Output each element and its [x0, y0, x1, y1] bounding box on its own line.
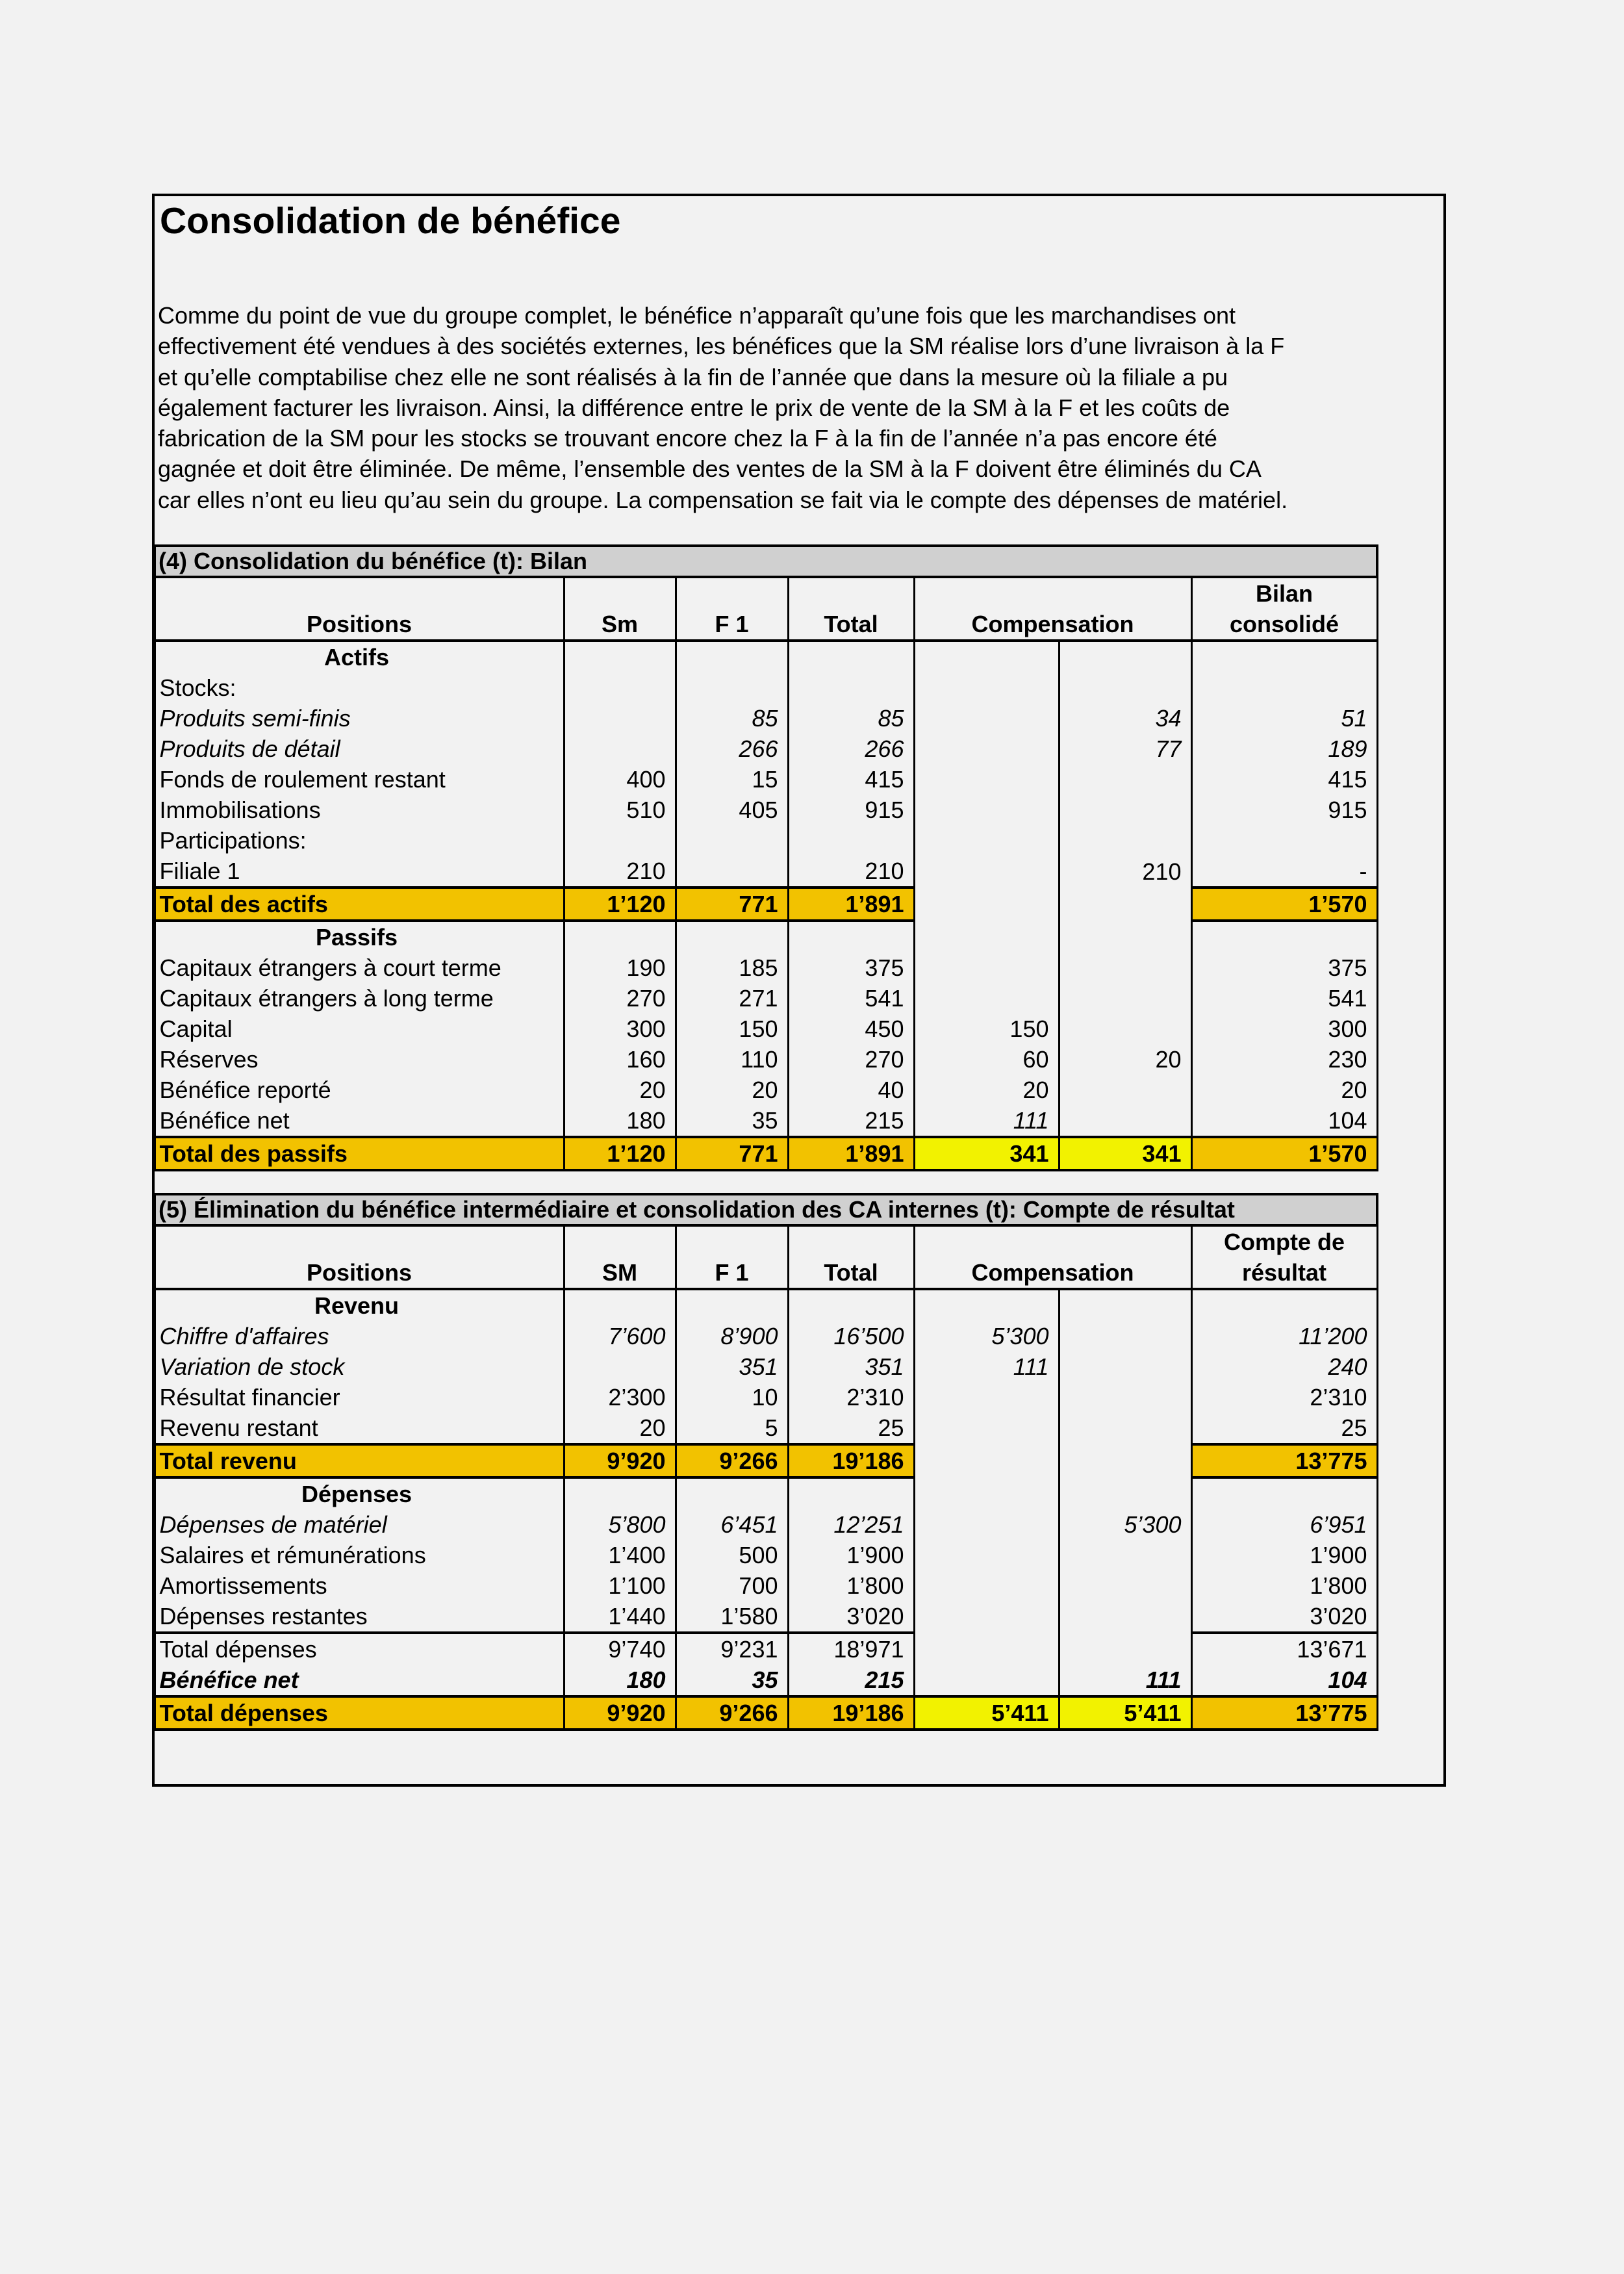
table-row	[155, 983, 1377, 1014]
cell-result: 230	[1191, 1044, 1377, 1075]
cell-compensation-debit	[914, 672, 1059, 703]
table-row	[155, 1509, 1377, 1540]
subtotal-sm: 9’740	[564, 1633, 676, 1665]
cell-sm: 180	[564, 1105, 676, 1137]
col-header-positions: Positions	[155, 1225, 564, 1289]
row-label: Réserves	[155, 1044, 564, 1075]
row-label: Bénéfice reporté	[155, 1075, 564, 1105]
cell-compensation-credit	[1059, 795, 1191, 825]
cell-result	[1191, 672, 1377, 703]
cell-total: 2’310	[788, 1382, 914, 1412]
cell-f1: 85	[676, 703, 788, 734]
total-row-depenses	[155, 1696, 1377, 1730]
row-label: Filiale 1	[155, 856, 564, 888]
group-row-depenses	[155, 1477, 1377, 1509]
cell-result: 189	[1191, 734, 1377, 764]
cell-compensation-debit	[914, 764, 1059, 795]
row-label: Participations:	[155, 825, 564, 856]
total-sm: 1’120	[564, 1137, 676, 1170]
group-row-revenu	[155, 1289, 1377, 1321]
total-f1: 9’266	[676, 1696, 788, 1730]
cell-compensation-credit: 34	[1059, 703, 1191, 734]
row-label: Dépenses restantes	[155, 1601, 564, 1633]
cell-compensation-debit: 20	[914, 1075, 1059, 1105]
cell-sm: 400	[564, 764, 676, 795]
col-header-total: Total	[788, 1225, 914, 1289]
cell-total: 450	[788, 1014, 914, 1044]
intro-line: effectivement été vendues à des sociétés externes, les bénéfices que la SM réalise lors d’une livraison à la F	[158, 333, 1285, 360]
subtotal-row-depenses	[155, 1633, 1377, 1665]
total-compensation-credit: 341	[1059, 1137, 1191, 1170]
cell-sm: 160	[564, 1044, 676, 1075]
cell-compensation-credit	[1059, 1540, 1191, 1570]
cell-compensation-debit	[914, 825, 1059, 856]
row-label: Stocks:	[155, 672, 564, 703]
page-title: Consolidation de bénéfice	[160, 200, 621, 242]
cell-f1: 271	[676, 983, 788, 1014]
table-row	[155, 1075, 1377, 1105]
section-title: (5) Élimination du bénéfice intermédiaire et consolidation des CA internes (t): Compte de résultat	[155, 1194, 1377, 1225]
intro-line: car elles n’ont eu lieu qu’au sein du groupe. La compensation se fait via le compte des dépenses de matériel.	[158, 486, 1288, 513]
cell-sm	[564, 825, 676, 856]
cell-compensation-debit: 111	[914, 1351, 1059, 1382]
cell-f1: 185	[676, 952, 788, 983]
intro-line: également facturer les livraison. Ainsi, la différence entre le prix de vente de la SM à la F et les coûts de	[158, 394, 1230, 421]
table-row	[155, 1321, 1377, 1351]
table-row	[155, 825, 1377, 856]
cell-sm: 2’300	[564, 1382, 676, 1412]
group-label: Actifs	[155, 641, 564, 672]
row-label: Capitaux étrangers à court terme	[155, 952, 564, 983]
cell-total: 25	[788, 1412, 914, 1444]
cell-total: 215	[788, 1665, 914, 1696]
group-row-passifs	[155, 921, 1377, 952]
cell-compensation-credit	[1059, 1105, 1191, 1137]
col-header-result	[1191, 577, 1377, 641]
table-row	[155, 734, 1377, 764]
resultat-table	[153, 1193, 1378, 1731]
cell-compensation-debit	[914, 1570, 1059, 1601]
cell-compensation-debit	[914, 1509, 1059, 1540]
cell-compensation-debit	[914, 795, 1059, 825]
table-row	[155, 672, 1377, 703]
cell-result: 300	[1191, 1014, 1377, 1044]
cell-result: 104	[1191, 1105, 1377, 1137]
cell-compensation-credit	[1059, 1412, 1191, 1444]
cell-f1	[676, 672, 788, 703]
table-row	[155, 952, 1377, 983]
cell-compensation-debit	[914, 1382, 1059, 1412]
col-header-result-line2: résultat	[1241, 1259, 1327, 1286]
total-sm: 9’920	[564, 1696, 676, 1730]
table-row	[155, 1570, 1377, 1601]
cell-compensation-credit	[1059, 1382, 1191, 1412]
cell-total: 266	[788, 734, 914, 764]
cell-result: 11’200	[1191, 1321, 1377, 1351]
cell-sm: 190	[564, 952, 676, 983]
cell-f1: 20	[676, 1075, 788, 1105]
row-label: Produits de détail	[155, 734, 564, 764]
col-header-result-line2: consolidé	[1229, 611, 1339, 637]
total-compensation-debit: 341	[914, 1137, 1059, 1170]
cell-compensation-debit	[914, 703, 1059, 734]
cell-compensation-debit	[914, 983, 1059, 1014]
row-label: Variation de stock	[155, 1351, 564, 1382]
column-header-row	[155, 577, 1377, 641]
cell-result: 104	[1191, 1665, 1377, 1696]
row-label: Immobilisations	[155, 795, 564, 825]
col-header-f1: F 1	[676, 1225, 788, 1289]
cell-compensation-debit	[914, 1412, 1059, 1444]
cell-f1: 5	[676, 1412, 788, 1444]
cell-compensation-credit: 210	[1059, 856, 1191, 888]
cell-sm: 1’400	[564, 1540, 676, 1570]
cell-result: 2’310	[1191, 1382, 1377, 1412]
row-label: Fonds de roulement restant	[155, 764, 564, 795]
cell-f1: 10	[676, 1382, 788, 1412]
cell-compensation-credit	[1059, 1601, 1191, 1633]
group-row-actifs	[155, 641, 1377, 672]
cell-compensation-credit: 20	[1059, 1044, 1191, 1075]
section-header	[155, 1194, 1377, 1225]
table-row	[155, 1044, 1377, 1075]
cell-compensation-debit: 111	[914, 1105, 1059, 1137]
table-row	[155, 795, 1377, 825]
cell-total: 915	[788, 795, 914, 825]
total-total: 1’891	[788, 888, 914, 921]
cell-total: 215	[788, 1105, 914, 1137]
cell-sm: 300	[564, 1014, 676, 1044]
total-f1: 9’266	[676, 1444, 788, 1477]
subtotal-compensation-credit	[1059, 1633, 1191, 1665]
cell-compensation-credit: 77	[1059, 734, 1191, 764]
cell-total: 1’900	[788, 1540, 914, 1570]
column-header-row	[155, 1225, 1377, 1289]
cell-sm: 510	[564, 795, 676, 825]
row-label: Salaires et rémunérations	[155, 1540, 564, 1570]
cell-result: 415	[1191, 764, 1377, 795]
row-label: Produits semi-finis	[155, 703, 564, 734]
col-header-f1: F 1	[676, 577, 788, 641]
cell-result: 375	[1191, 952, 1377, 983]
cell-sm: 210	[564, 856, 676, 888]
revenu-rows	[155, 1321, 1377, 1444]
total-row-revenu	[155, 1444, 1377, 1477]
cell-result: 20	[1191, 1075, 1377, 1105]
actifs-rows	[155, 672, 1377, 888]
total-sm: 9’920	[564, 1444, 676, 1477]
col-header-total: Total	[788, 577, 914, 641]
cell-f1: 266	[676, 734, 788, 764]
intro-paragraph	[158, 300, 1392, 515]
cell-f1: 1’580	[676, 1601, 788, 1633]
table-row	[155, 1412, 1377, 1444]
cell-f1: 700	[676, 1570, 788, 1601]
cell-result: -	[1191, 856, 1377, 888]
cell-total: 415	[788, 764, 914, 795]
cell-f1: 351	[676, 1351, 788, 1382]
col-header-sm: Sm	[564, 577, 676, 641]
total-result: 1’570	[1191, 888, 1377, 921]
cell-total: 210	[788, 856, 914, 888]
cell-compensation-credit	[1059, 952, 1191, 983]
cell-f1	[676, 825, 788, 856]
cell-compensation-credit	[1059, 672, 1191, 703]
cell-total: 16’500	[788, 1321, 914, 1351]
total-total: 19’186	[788, 1444, 914, 1477]
cell-result: 25	[1191, 1412, 1377, 1444]
total-label: Total des passifs	[155, 1137, 564, 1170]
table-row	[155, 703, 1377, 734]
table-row	[155, 1382, 1377, 1412]
cell-sm: 1’440	[564, 1601, 676, 1633]
col-header-compensation: Compensation	[914, 577, 1191, 641]
cell-result	[1191, 825, 1377, 856]
cell-f1: 110	[676, 1044, 788, 1075]
row-label: Revenu restant	[155, 1412, 564, 1444]
cell-sm: 180	[564, 1665, 676, 1696]
section-header	[155, 546, 1377, 577]
cell-compensation-credit	[1059, 764, 1191, 795]
cell-f1: 6’451	[676, 1509, 788, 1540]
table-row	[155, 1105, 1377, 1137]
total-f1: 771	[676, 888, 788, 921]
cell-sm: 20	[564, 1075, 676, 1105]
cell-f1: 8’900	[676, 1321, 788, 1351]
total-total: 19’186	[788, 1696, 914, 1730]
row-label: Chiffre d'affaires	[155, 1321, 564, 1351]
cell-compensation-credit	[1059, 983, 1191, 1014]
group-label: Passifs	[155, 921, 564, 952]
cell-f1	[676, 856, 788, 888]
cell-compensation-credit	[1059, 1075, 1191, 1105]
total-f1: 771	[676, 1137, 788, 1170]
cell-f1: 405	[676, 795, 788, 825]
total-result: 1’570	[1191, 1137, 1377, 1170]
table-row	[155, 1540, 1377, 1570]
cell-compensation-debit: 60	[914, 1044, 1059, 1075]
cell-compensation-credit	[1059, 1570, 1191, 1601]
cell-compensation-debit: 5’300	[914, 1321, 1059, 1351]
cell-compensation-debit	[914, 734, 1059, 764]
cell-result: 1’900	[1191, 1540, 1377, 1570]
row-label: Résultat financier	[155, 1382, 564, 1412]
cell-total: 541	[788, 983, 914, 1014]
intro-line: et qu’elle comptabilise chez elle ne sont réalisés à la fin de l’année que dans la mesure où la filiale a pu	[158, 363, 1228, 390]
cell-result: 6’951	[1191, 1509, 1377, 1540]
group-label: Revenu	[155, 1289, 564, 1321]
cell-total: 40	[788, 1075, 914, 1105]
subtotal-f1: 9’231	[676, 1633, 788, 1665]
cell-total	[788, 825, 914, 856]
intro-line: Comme du point de vue du groupe complet, le bénéfice n’apparaît qu’une fois que les marchandises ont	[158, 302, 1236, 329]
cell-sm: 1’100	[564, 1570, 676, 1601]
cell-compensation-credit: 111	[1059, 1665, 1191, 1696]
cell-total	[788, 672, 914, 703]
col-header-result-line1: Bilan	[1255, 580, 1313, 607]
cell-result: 541	[1191, 983, 1377, 1014]
cell-sm: 5’800	[564, 1509, 676, 1540]
cell-compensation-credit	[1059, 825, 1191, 856]
cell-f1: 500	[676, 1540, 788, 1570]
cell-total: 85	[788, 703, 914, 734]
subtotal-result: 13’671	[1191, 1633, 1377, 1665]
cell-sm: 270	[564, 983, 676, 1014]
total-label: Total des actifs	[155, 888, 564, 921]
cell-compensation-credit	[1059, 1351, 1191, 1382]
cell-result: 915	[1191, 795, 1377, 825]
cell-sm: 7’600	[564, 1321, 676, 1351]
cell-f1: 15	[676, 764, 788, 795]
row-label: Capitaux étrangers à long terme	[155, 983, 564, 1014]
cell-result: 240	[1191, 1351, 1377, 1382]
total-row-passifs	[155, 1137, 1377, 1170]
cell-compensation-debit	[914, 1665, 1059, 1696]
passifs-rows	[155, 952, 1377, 1137]
total-label: Total revenu	[155, 1444, 564, 1477]
cell-total: 351	[788, 1351, 914, 1382]
cell-compensation-credit	[1059, 1321, 1191, 1351]
cell-total: 12’251	[788, 1509, 914, 1540]
total-result: 13’775	[1191, 1696, 1377, 1730]
col-header-compensation: Compensation	[914, 1225, 1191, 1289]
cell-compensation-credit	[1059, 1014, 1191, 1044]
total-compensation-credit: 5’411	[1059, 1696, 1191, 1730]
row-label: Capital	[155, 1014, 564, 1044]
cell-sm: 20	[564, 1412, 676, 1444]
cell-f1: 35	[676, 1665, 788, 1696]
cell-sm	[564, 1351, 676, 1382]
table-row	[155, 1601, 1377, 1633]
section-title: (4) Consolidation du bénéfice (t): Bilan	[155, 546, 1377, 577]
cell-total: 1’800	[788, 1570, 914, 1601]
total-label: Total dépenses	[155, 1696, 564, 1730]
cell-compensation-credit: 5’300	[1059, 1509, 1191, 1540]
subtotal-label: Total dépenses	[155, 1633, 564, 1665]
row-label: Amortissements	[155, 1570, 564, 1601]
table-row	[155, 764, 1377, 795]
intro-line: fabrication de la SM pour les stocks se trouvant encore chez la F à la fin de l’année n’a pas encore été	[158, 425, 1217, 452]
cell-compensation-debit	[914, 1601, 1059, 1633]
cell-compensation-debit	[914, 856, 1059, 888]
cell-total: 270	[788, 1044, 914, 1075]
subtotal-total: 18’971	[788, 1633, 914, 1665]
benefice-net-row	[155, 1665, 1377, 1696]
table-row	[155, 1351, 1377, 1382]
cell-total: 375	[788, 952, 914, 983]
cell-sm	[564, 672, 676, 703]
depenses-rows	[155, 1509, 1377, 1633]
total-sm: 1’120	[564, 888, 676, 921]
cell-result: 51	[1191, 703, 1377, 734]
group-label: Dépenses	[155, 1477, 564, 1509]
total-compensation-debit: 5’411	[914, 1696, 1059, 1730]
col-header-result	[1191, 1225, 1377, 1289]
table-row	[155, 856, 1377, 888]
cell-compensation-debit: 150	[914, 1014, 1059, 1044]
row-label: Dépenses de matériel	[155, 1509, 564, 1540]
cell-sm	[564, 734, 676, 764]
table-row	[155, 1014, 1377, 1044]
cell-total: 3’020	[788, 1601, 914, 1633]
cell-compensation-debit	[914, 952, 1059, 983]
cell-result: 3’020	[1191, 1601, 1377, 1633]
col-header-result-line1: Compte de	[1223, 1229, 1345, 1255]
cell-f1: 150	[676, 1014, 788, 1044]
cell-sm	[564, 703, 676, 734]
total-result: 13’775	[1191, 1444, 1377, 1477]
intro-line: gagnée et doit être éliminée. De même, l’ensemble des ventes de la SM à la F doivent être éliminés du CA	[158, 455, 1262, 483]
cell-f1: 35	[676, 1105, 788, 1137]
bilan-table	[153, 544, 1378, 1171]
cell-compensation-debit	[914, 1540, 1059, 1570]
cell-result: 1’800	[1191, 1570, 1377, 1601]
row-label: Bénéfice net	[155, 1665, 564, 1696]
row-label: Bénéfice net	[155, 1105, 564, 1137]
col-header-positions: Positions	[155, 577, 564, 641]
col-header-sm: SM	[564, 1225, 676, 1289]
total-total: 1’891	[788, 1137, 914, 1170]
total-row-actifs	[155, 888, 1377, 921]
subtotal-compensation-debit	[914, 1633, 1059, 1665]
